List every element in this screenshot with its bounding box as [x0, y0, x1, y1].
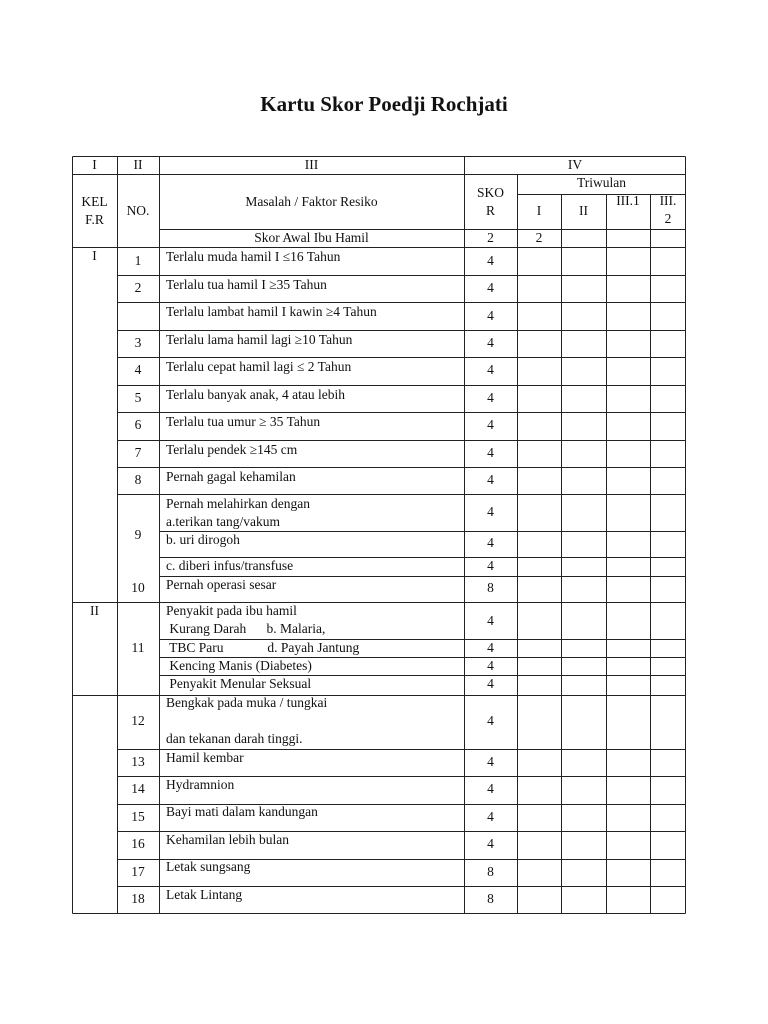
risk-factor: Penyakit Menular Seksual: [166, 676, 312, 691]
risk-factor: Terlalu lama hamil lagi ≥10 Tahun: [166, 332, 353, 347]
row-number: 9: [134, 527, 142, 542]
risk-factor: Pernah melahirkan dengan a.terikan tang/vakum: [166, 496, 310, 529]
row-number: 14: [131, 781, 145, 796]
risk-factor: TBC Paru d. Payah Jantung: [166, 640, 360, 655]
row-number: 4: [134, 362, 142, 377]
risk-factor: Bengkak pada muka / tungkai dan tekanan darah tinggi.: [166, 695, 328, 746]
risk-score: 4: [487, 253, 494, 268]
risk-score: 4: [487, 781, 494, 796]
header-no: NO.: [126, 203, 150, 218]
risk-score: 4: [487, 308, 494, 323]
risk-factor: Terlalu muda hamil I ≤16 Tahun: [166, 249, 341, 264]
risk-factor: Hamil kembar: [166, 750, 244, 765]
initial-score-skor: 2: [487, 230, 494, 245]
risk-score: 4: [487, 836, 494, 851]
header-tw-3-2: III. 2: [659, 193, 677, 226]
row-number: 10: [131, 580, 145, 595]
risk-score: 4: [487, 535, 494, 550]
risk-factor: Terlalu lambat hamil I kawin ≥4 Tahun: [166, 304, 377, 319]
header-tw-3-1: III.1: [616, 193, 640, 208]
risk-factor: Pernah operasi sesar: [166, 577, 277, 592]
row-number: 16: [131, 836, 145, 851]
header-col-4: IV: [567, 157, 583, 172]
initial-score-label: Skor Awal Ibu Hamil: [254, 230, 369, 245]
row-number: 7: [134, 445, 142, 460]
table-grid: [72, 156, 686, 914]
page-title: Kartu Skor Poedji Rochjati: [260, 92, 508, 116]
risk-score: 4: [487, 809, 494, 824]
row-number: 15: [131, 809, 145, 824]
risk-score: 4: [487, 640, 494, 655]
header-skor: SKO R: [476, 185, 504, 218]
risk-factor: Bayi mati dalam kandungan: [166, 804, 318, 819]
risk-factor: Letak sungsang: [166, 859, 251, 874]
risk-score: 4: [487, 417, 494, 432]
risk-score: 8: [487, 864, 494, 879]
risk-factor: Terlalu tua hamil I ≥35 Tahun: [166, 277, 327, 292]
initial-score-tw1: 2: [535, 230, 543, 245]
risk-score: 4: [487, 676, 494, 691]
row-number: 18: [131, 891, 145, 906]
header-tw-1: I: [536, 203, 542, 218]
row-number: 12: [131, 713, 145, 728]
row-number: 1: [134, 253, 142, 268]
risk-score: 4: [487, 335, 494, 350]
risk-factor: Terlalu banyak anak, 4 atau lebih: [166, 387, 345, 402]
risk-score: 4: [487, 280, 494, 295]
row-number: 3: [134, 335, 142, 350]
risk-factor: Terlalu tua umur ≥ 35 Tahun: [166, 414, 321, 429]
risk-score: 4: [487, 658, 494, 673]
risk-factor: Pernah gagal kehamilan: [166, 469, 296, 484]
row-number: 17: [131, 864, 145, 879]
header-col-3: III: [304, 157, 319, 172]
risk-score: 8: [487, 891, 494, 906]
row-number: 6: [134, 417, 142, 432]
header-col-1: I: [92, 157, 97, 172]
risk-factor: Hydramnion: [166, 777, 235, 792]
risk-factor: b. uri dirogoh: [166, 532, 240, 547]
group-label-2: II: [90, 603, 99, 618]
header-masalah: Masalah / Faktor Resiko: [245, 194, 378, 209]
risk-factor: Terlalu pendek ≥145 cm: [166, 442, 298, 457]
risk-factor: Kehamilan lebih bulan: [166, 832, 289, 847]
header-triwulan: Triwulan: [576, 175, 626, 190]
header-tw-2: II: [579, 203, 588, 218]
risk-score: 4: [487, 472, 494, 487]
row-number: 5: [134, 390, 142, 405]
row-number: 8: [134, 472, 142, 487]
row-number: 2: [134, 280, 142, 295]
risk-score: 4: [487, 362, 494, 377]
header-col-2: II: [133, 157, 143, 172]
risk-score: 8: [487, 580, 494, 595]
header-kel-fr: KEL F.R: [81, 194, 108, 227]
risk-score: 4: [487, 713, 494, 728]
risk-factor: Kencing Manis (Diabetes): [166, 658, 312, 673]
risk-factor: c. diberi infus/transfuse: [166, 558, 294, 573]
risk-score: 4: [487, 558, 494, 573]
group-label-1: I: [92, 248, 97, 263]
risk-score: 4: [487, 754, 494, 769]
row-number: 13: [131, 754, 145, 769]
risk-score: 4: [487, 613, 494, 628]
risk-factor: Terlalu cepat hamil lagi ≤ 2 Tahun: [166, 359, 352, 374]
risk-score: 4: [487, 390, 494, 405]
row-number: 11: [131, 640, 145, 655]
risk-factor: Penyakit pada ibu hamil Kurang Darah b. Malaria,: [166, 603, 326, 636]
risk-score: 4: [487, 445, 494, 460]
score-table: [72, 156, 686, 914]
risk-score: 4: [487, 504, 494, 519]
risk-factor: Letak Lintang: [166, 887, 243, 902]
